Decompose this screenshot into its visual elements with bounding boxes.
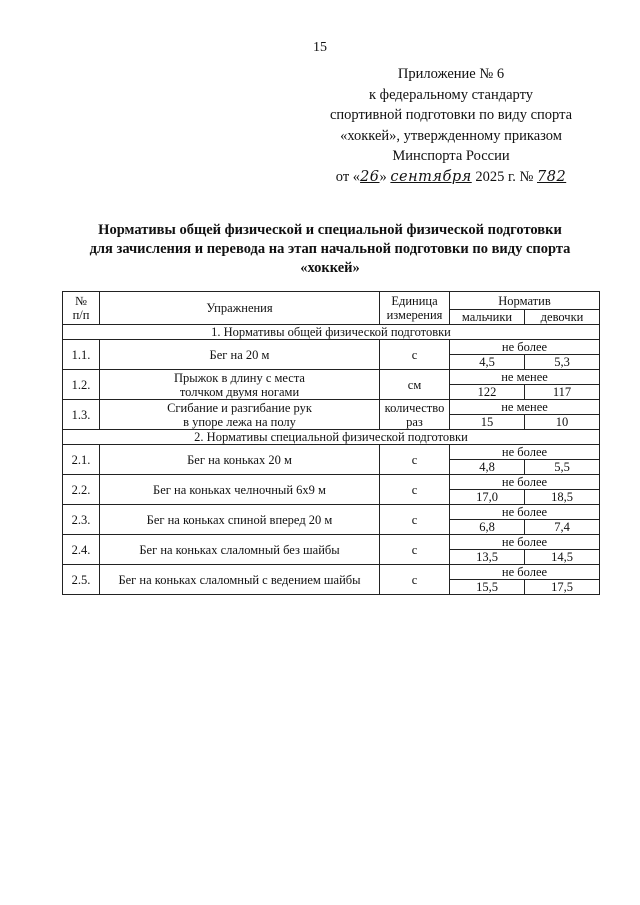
unit-line: с [411,512,418,527]
norms-table [62,291,600,595]
unit-line: с [411,482,418,497]
date-year: 2025 г. № [475,168,534,185]
unit [380,400,450,430]
unit [380,370,450,400]
section-row [63,325,600,340]
appendix-line: к федеральному стандарту [369,86,533,103]
row-number: 2.3. [63,505,100,535]
norm-condition: не более [450,505,600,520]
appendix-line: Приложение № 6 [397,66,505,82]
row-number: 1.2. [63,370,100,400]
exercise-name [100,340,380,370]
row-number: 1.1. [63,340,100,370]
header-norm: Норматив [450,292,600,310]
section-title: 1. Нормативы общей физической подготовки [63,325,600,340]
exercise-line: Бег на коньках слаломный без шайбы [139,542,340,557]
header-exercise: Упражнения [100,292,380,325]
norm-condition: не более [450,475,600,490]
unit-line: количество [384,400,445,415]
norm-condition: не менее [450,400,600,415]
date-mid: » [379,168,387,185]
exercise-line: Бег на коньках спиной вперед 20 м [146,512,333,527]
date-month-handwritten: сентября [390,168,472,185]
exercise-line: Сгибание и разгибание рук [167,400,312,415]
table-row [63,505,600,520]
date-prefix: от « [335,168,361,185]
value-girls: 18,5 [525,490,600,505]
value-boys: 4,8 [450,460,525,475]
header-girls: девочки [525,310,600,325]
page-number: 15 [313,40,327,55]
title-line: Нормативы общей физической и специальной физической подготовки [98,222,562,238]
row-number: 2.2. [63,475,100,505]
exercise-line: Прыжок в длину с места [174,370,305,385]
title-line: для зачисления и перевода на этап начальной подготовки по виду спорта [89,241,571,257]
table-row [63,370,600,385]
value-girls: 117 [525,385,600,400]
unit [380,505,450,535]
value-girls: 14,5 [525,550,600,565]
unit-line: см [407,377,422,392]
value-boys: 13,5 [450,550,525,565]
value-boys: 15 [450,415,525,430]
header-boys: мальчики [450,310,525,325]
norm-condition: не более [450,445,600,460]
header-number: № п/п [63,292,100,325]
unit [380,445,450,475]
table-row [63,340,600,355]
unit-line: с [411,452,418,467]
exercise-line: Бег на коньках челночный 6х9 м [153,482,326,497]
value-girls: 17,5 [525,580,600,595]
document-title [60,221,600,278]
exercise-name [100,505,380,535]
table-row [63,475,600,490]
date-day-handwritten: 26 [360,168,380,185]
title-line: «хоккей» [300,260,360,276]
exercise-name [100,445,380,475]
section-title: 2. Нормативы специальной физической подготовки [63,430,600,445]
unit-line: раз [406,414,423,429]
unit-line: с [411,542,418,557]
unit [380,565,450,595]
exercise-name [100,400,380,430]
value-boys: 6,8 [450,520,525,535]
unit [380,535,450,565]
value-girls: 5,3 [525,355,600,370]
row-number: 1.3. [63,400,100,430]
section-row [63,430,600,445]
appendix-line: «хоккей», утвержденному приказом [340,127,562,144]
row-number: 2.4. [63,535,100,565]
exercise-line: Бег на 20 м [209,347,270,362]
table-header-row [63,292,600,310]
unit-line: с [411,347,418,362]
appendix-header [306,64,596,187]
norm-condition: не более [450,565,600,580]
value-boys: 17,0 [450,490,525,505]
exercise-name [100,535,380,565]
table-row [63,565,600,580]
value-boys: 4,5 [450,355,525,370]
table-row [63,535,600,550]
exercise-line: Бег на коньках слаломный с ведением шайбы [118,572,361,587]
exercise-name [100,565,380,595]
header-unit: Единица измерения [380,292,450,325]
table-row [63,445,600,460]
order-date-line [306,167,596,188]
value-boys: 15,5 [450,580,525,595]
appendix-line: Минспорта России [392,148,510,164]
exercise-line: Бег на коньках 20 м [187,452,292,467]
appendix-line: спортивной подготовки по виду спорта [329,107,573,123]
norm-condition: не более [450,535,600,550]
norm-condition: не менее [450,370,600,385]
row-number: 2.5. [63,565,100,595]
exercise-name [100,370,380,400]
value-girls: 7,4 [525,520,600,535]
exercise-line: толчком двумя ногами [179,384,300,399]
order-number-handwritten: 782 [537,168,567,185]
norm-condition: не более [450,340,600,355]
row-number: 2.1. [63,445,100,475]
unit [380,475,450,505]
unit [380,340,450,370]
value-girls: 5,5 [525,460,600,475]
value-girls: 10 [525,415,600,430]
exercise-name [100,475,380,505]
table-row [63,400,600,415]
unit-line: с [411,572,418,587]
value-boys: 122 [450,385,525,400]
exercise-line: в упоре лежа на полу [183,414,296,429]
